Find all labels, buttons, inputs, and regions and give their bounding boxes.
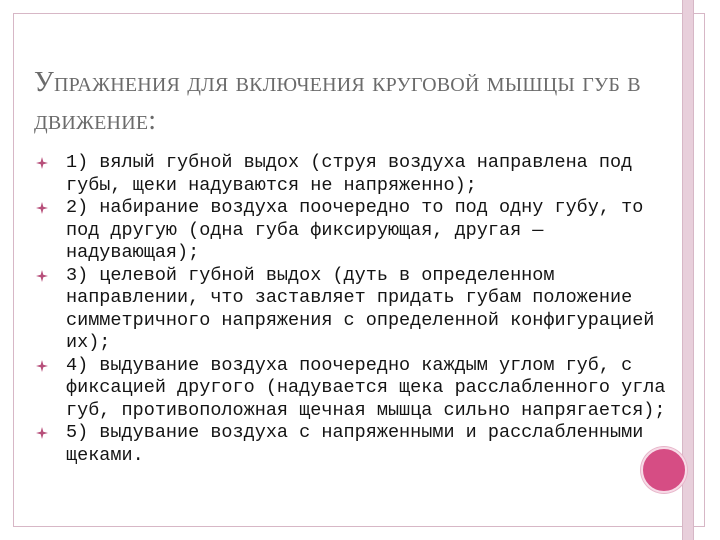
slide-title: Упражнения для включения круговой мышцы губ в движение: — [34, 67, 641, 136]
list-item — [34, 355, 674, 423]
fleuron-bullet-icon — [36, 157, 48, 169]
list-item — [34, 422, 674, 467]
exercise-list — [34, 152, 674, 467]
list-item-text: 1) вялый губной выдох (струя воздуха направлена под губы, щеки надуваются не напряженно); — [66, 152, 633, 196]
fleuron-bullet-icon — [36, 427, 48, 439]
list-item — [34, 152, 674, 197]
list-item — [34, 197, 674, 265]
fleuron-bullet-icon — [36, 202, 48, 214]
list-item-text: 3) целевой губной выдох (дуть в определенном направлении, что заставляет придать губам положение симметричного напряжения с определенной конфигурацией их); — [66, 264, 655, 353]
pink-circle-icon — [641, 447, 687, 493]
list-item-text: 4) выдувание воздуха поочередно каждым углом губ, с фиксацией другого (надувается щека расслабленного угла губ, противоположная щечная мышца сильно напрягается); — [66, 354, 666, 421]
list-item-text: 5) выдувание воздуха с напряженными и расслабленными щеками. — [66, 422, 644, 466]
fleuron-bullet-icon — [36, 270, 48, 282]
fleuron-bullet-icon — [36, 360, 48, 372]
list-item — [34, 265, 674, 355]
list-item-text: 2) набирание воздуха поочередно то под одну губу, то под другую (одна губа фиксирующая, другая — надувающая); — [66, 197, 644, 263]
